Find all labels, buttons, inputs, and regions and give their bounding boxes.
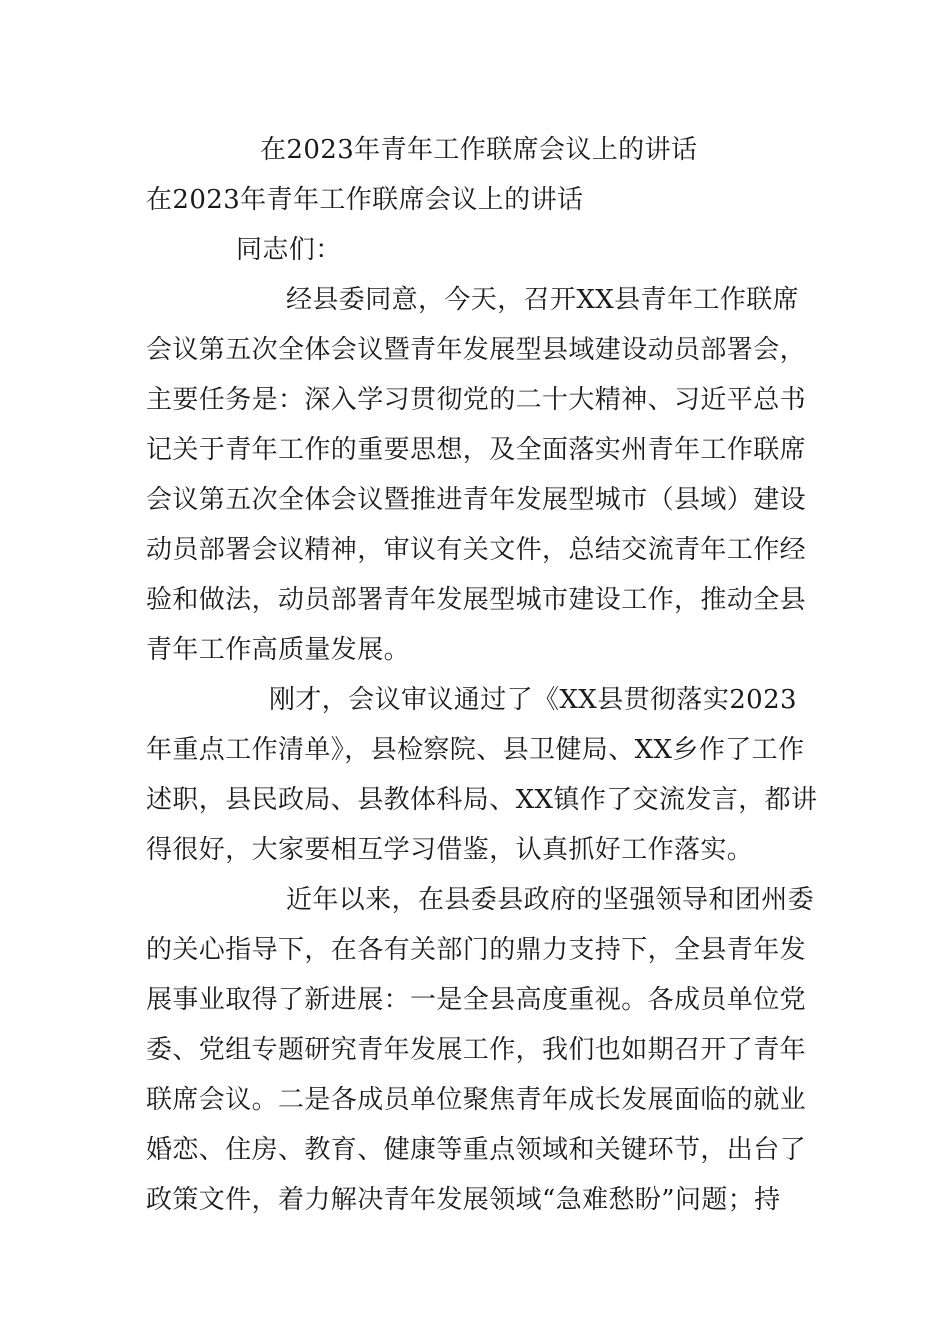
paragraph-line: 记关于青年工作的重要思想，及全面落实州青年工作联席: [146, 435, 807, 465]
paragraph-line: 述职，县民政局、县教体科局、XX镇作了交流发言，都讲: [146, 785, 818, 815]
paragraph-line: 年重点工作清单》，县检察院、县卫健局、XX乡作了工作: [146, 735, 805, 765]
paragraph-line: 经县委同意，今天，召开XX县青年工作联席: [286, 285, 800, 315]
paragraph-line: 刚才，会议审议通过了《XX县贯彻落实2023: [269, 685, 797, 715]
paragraph-line: 政策文件，着力解决青年发展领域“急难愁盼”问题；持: [146, 1185, 781, 1215]
paragraph-line: 会议第五次全体会议暨推进青年发展型城市（县域）建设: [146, 485, 807, 515]
paragraph-line: 主要任务是：深入学习贯彻党的二十大精神、习近平总书: [146, 385, 807, 415]
paragraph-line: 动员部署会议精神，审议有关文件，总结交流青年工作经: [146, 535, 807, 565]
paragraph-line: 验和做法，动员部署青年发展型城市建设工作，推动全县: [146, 585, 807, 615]
document-subtitle: 在2023年青年工作联席会议上的讲话: [146, 185, 584, 215]
paragraph-line: 青年工作高质量发展。: [146, 635, 411, 665]
paragraph-line: 会议第五次全体会议暨青年发展型县域建设动员部署会，: [146, 335, 807, 365]
paragraph-line: 得很好，大家要相互学习借鉴，认真抓好工作落实。: [146, 835, 754, 865]
paragraph-line: 近年以来，在县委县政府的坚强领导和团州委: [286, 885, 815, 915]
paragraph-line: 委、党组专题研究青年发展工作，我们也如期召开了青年: [146, 1035, 807, 1065]
paragraph-line: 的关心指导下，在各有关部门的鼎力支持下，全县青年发: [146, 935, 807, 965]
paragraph-line: 展事业取得了新进展：一是全县高度重视。各成员单位党: [146, 985, 807, 1015]
paragraph-line: 联席会议。二是各成员单位聚焦青年成长发展面临的就业: [146, 1085, 807, 1115]
paragraph-line: 婚恋、住房、教育、健康等重点领域和关键环节，出台了: [146, 1135, 807, 1165]
document-title: 在2023年青年工作联席会议上的讲话: [260, 135, 698, 165]
salutation: 同志们：: [236, 235, 342, 265]
